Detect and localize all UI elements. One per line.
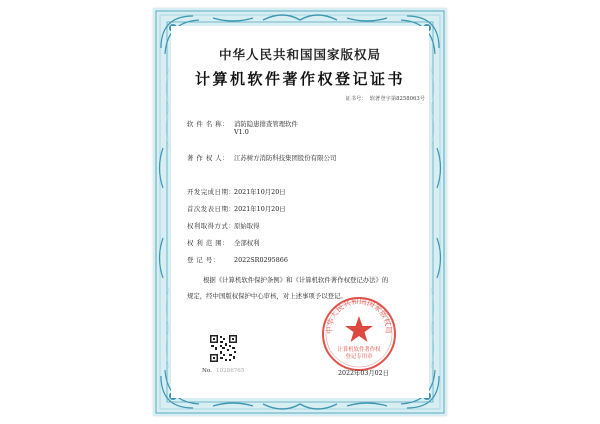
seal-center-line2: 登记专用章: [345, 354, 373, 360]
completion-date-value: 2021年10月20日: [234, 188, 286, 196]
first-publish-date-field: [187, 205, 286, 213]
certificate: [153, 8, 447, 416]
registration-number-label: 登 记 号：: [187, 256, 220, 264]
software-version-value: V1.0: [234, 128, 249, 136]
copyright-holder-field: [187, 154, 336, 162]
acquisition-method-field: [187, 222, 260, 230]
seal-center-line1: 计算机软件著作权: [337, 347, 381, 353]
registration-number-field: [187, 256, 288, 264]
registration-number-value: 2022SR0295866: [234, 256, 288, 264]
software-name-label: 软 件 名 称：: [187, 120, 230, 128]
rights-scope-field: [187, 239, 260, 247]
copyright-holder-value: 江苏树方消防科技集团股份有限公司: [234, 154, 337, 162]
software-name-field: [187, 120, 298, 136]
completion-date-label: 开发完成日期：: [187, 188, 236, 196]
copyright-holder-label: 著 作 权 人：: [187, 154, 230, 162]
serial-number-label: No.: [202, 368, 212, 374]
qr-code-icon: [210, 335, 237, 362]
first-publish-date-label: 首次发表日期：: [187, 205, 236, 213]
certificate-number-value: 软著登字第8258063号: [369, 96, 425, 102]
acquisition-method-label: 权利取得方式：: [187, 222, 236, 230]
legal-basis-line2: 规定，经中国版权保护中心审核，对上述事项予以登记。: [187, 292, 347, 300]
certificate-number-label: 证书号：: [345, 96, 367, 102]
completion-date-field: [187, 188, 286, 196]
rights-scope-value: 全部权利: [234, 239, 260, 247]
acquisition-method-value: 原始取得: [234, 222, 260, 230]
certificate-number: [345, 94, 425, 102]
issuer-title: 中华人民共和国国家版权局: [218, 47, 381, 62]
rights-scope-label: 权 利 范 围：: [187, 239, 230, 247]
software-name-value: 消防隐患排查管理软件: [234, 120, 298, 128]
issue-date: 2022年03月02日: [338, 370, 389, 377]
serial-number-value: 10286765: [215, 368, 245, 374]
official-seal-icon: [319, 294, 399, 374]
legal-basis-line1: 根据《计算机软件保护条例》和《计算机软件著作权登记办法》的: [203, 276, 389, 284]
first-publish-date-value: 2021年10月20日: [234, 205, 286, 213]
certificate-title: 计算机软件著作权登记证书: [194, 70, 405, 88]
serial-number: [202, 368, 244, 374]
seal-ring-text: 中华人民共和国国家版权局: [324, 296, 394, 335]
